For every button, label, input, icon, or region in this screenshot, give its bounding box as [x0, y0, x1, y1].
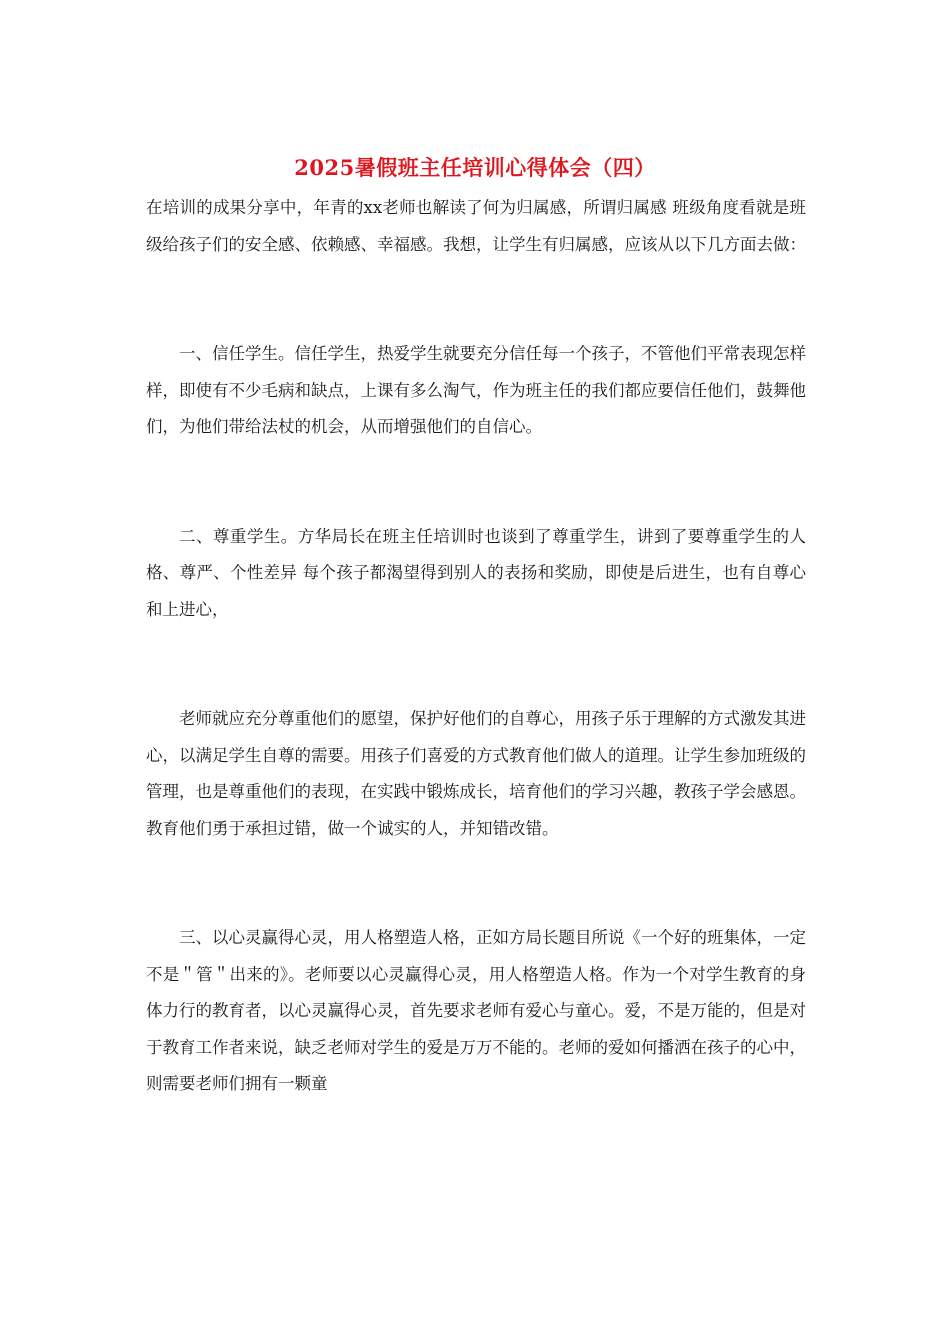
paragraph-spacer: [146, 263, 806, 336]
paragraph-intro: 在培训的成果分享中，年青的xx老师也解读了何为归属感，所谓归属感 班级角度看就是班级给孩子们的安全感、依赖感、幸福感。我想，让学生有归属感，应该从以下几方面去做：: [146, 198, 806, 254]
paragraph-heart-to-heart: 三、以心灵赢得心灵，用人格塑造人格，正如方局长题目所说《一个好的班集体，一定不是＂管＂出来的》。老师要以心灵赢得心灵，用人格塑造人格。作为一个对学生教育的身体力行的教育者，以心灵赢得心灵，首先要求老师有爱心与童心。爱，不是万能的，但是对于教育工作者来说，缺乏老师对学生的爱是万万不能的。老师的爱如何播洒在孩子的心中，则需要老师们拥有一颗童: [146, 928, 806, 1093]
paragraph-respect-students: 二、尊重学生。方华局长在班主任培训时也谈到了尊重学生，讲到了要尊重学生的人格、尊严、个性差异 每个孩子都渴望得到别人的表扬和奖励，即使是后进生，也有自尊心和上进心，: [146, 526, 806, 619]
paragraph-spacer: [146, 446, 806, 519]
paragraph-spacer: [146, 628, 806, 701]
paragraph-spacer: [146, 847, 806, 920]
paragraph-trust-students: 一、信任学生。信任学生，热爱学生就要充分信任每一个孩子，不管他们平常表现怎样样，即使有不少毛病和缺点，上课有多么淘气，作为班主任的我们都应要信任他们，鼓舞他们，为他们带给法杖的机会，从而增强他们的自信心。: [146, 344, 806, 436]
paragraph-teacher-respect: 老师就应充分尊重他们的愿望，保护好他们的自尊心，用孩子乐于理解的方式激发其进心，以满足学生自尊的需要。用孩子们喜爱的方式教育他们做人的道理。让学生参加班级的管理，也是尊重他们的表现，在实践中锻炼成长，培育他们的学习兴趣，教孩子学会感恩。教育他们勇于承担过错，做一个诚实的人，并知错改错。: [146, 709, 806, 838]
document-title: 2025暑假班主任培训心得体会（四）: [294, 155, 656, 180]
document-body: [146, 190, 806, 1103]
